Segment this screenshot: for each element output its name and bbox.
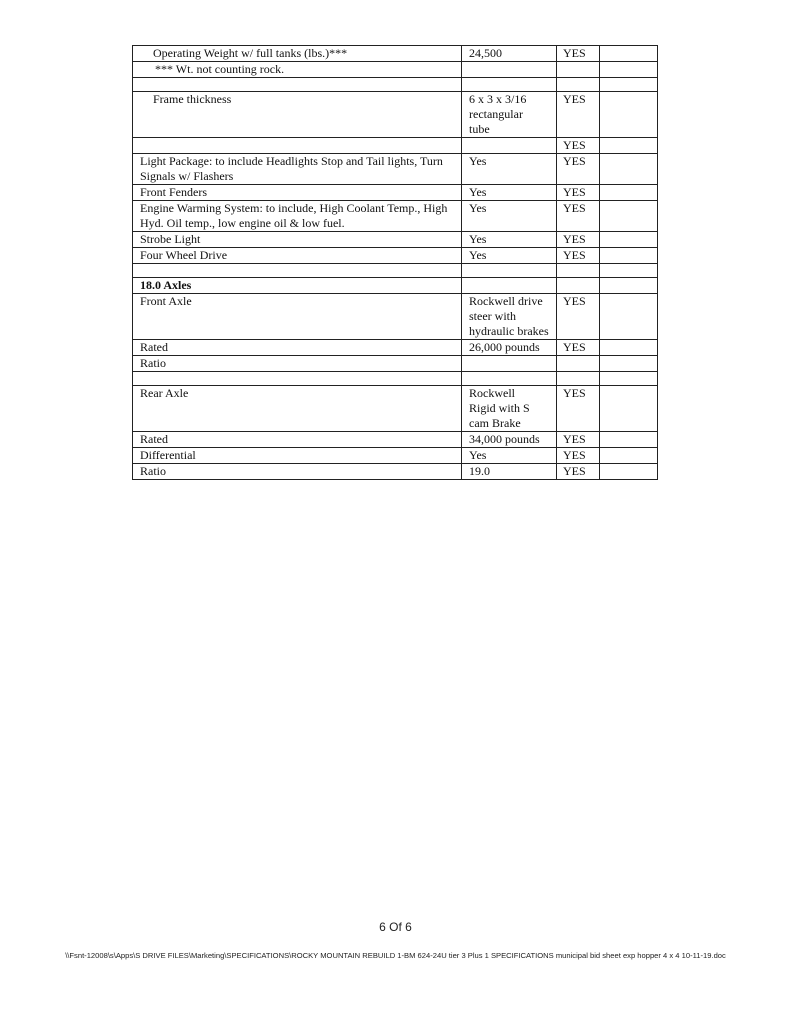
table-row xyxy=(133,356,658,372)
spec-value-cell: Yes xyxy=(462,248,557,264)
spec-value-cell xyxy=(462,356,557,372)
spec-compliance-cell: YES xyxy=(557,464,600,480)
spec-notes-cell xyxy=(600,78,658,92)
spec-value-cell: Yes xyxy=(462,185,557,201)
spec-description-cell: Rated xyxy=(133,340,462,356)
spec-notes-cell xyxy=(600,448,658,464)
spec-compliance-cell: YES xyxy=(557,248,600,264)
spec-description-cell xyxy=(133,138,462,154)
spec-notes-cell xyxy=(600,46,658,62)
spec-description-cell: *** Wt. not counting rock. xyxy=(133,62,462,78)
spec-notes-cell xyxy=(600,464,658,480)
page-number: 6 Of 6 xyxy=(379,920,412,934)
spec-value-cell: Yes xyxy=(462,154,557,185)
table-row xyxy=(133,62,658,78)
spec-description-cell xyxy=(133,78,462,92)
table-row xyxy=(133,92,658,138)
table-row xyxy=(133,340,658,356)
spec-notes-cell xyxy=(600,294,658,340)
spec-value-cell: Rockwell Rigid with S cam Brake xyxy=(462,386,557,432)
spec-description-cell xyxy=(133,264,462,278)
spec-notes-cell xyxy=(600,232,658,248)
spec-compliance-cell: YES xyxy=(557,46,600,62)
spec-compliance-cell: YES xyxy=(557,185,600,201)
specification-table xyxy=(132,45,658,480)
spec-value-cell: 24,500 xyxy=(462,46,557,62)
spec-compliance-cell xyxy=(557,78,600,92)
spec-description-cell: Engine Warming System: to include, High Coolant Temp., High Hyd. Oil temp., low engine oil & low fuel. xyxy=(133,201,462,232)
spec-value-cell: 19.0 xyxy=(462,464,557,480)
spec-notes-cell xyxy=(600,264,658,278)
spec-compliance-cell: YES xyxy=(557,232,600,248)
spec-value-cell xyxy=(462,62,557,78)
spec-description-cell: Rear Axle xyxy=(133,386,462,432)
spec-description-cell: Ratio xyxy=(133,356,462,372)
spec-value-cell: Yes xyxy=(462,448,557,464)
spec-compliance-cell xyxy=(557,264,600,278)
file-path: \\Fsnt-12008\s\Apps\S DRIVE FILES\Marketing\SPECIFICATIONS\ROCKY MOUNTAIN REBUILD 1-BM 624-24U tier 3 Plus 1 SPECIFICATIONS municipal bid sheet exp hopper 4 x 4 10-11-19.doc xyxy=(65,951,726,960)
table-row xyxy=(133,278,658,294)
table-row xyxy=(133,432,658,448)
spec-notes-cell xyxy=(600,154,658,185)
spec-compliance-cell: YES xyxy=(557,340,600,356)
spec-notes-cell xyxy=(600,62,658,78)
table-row xyxy=(133,372,658,386)
spec-value-cell: Yes xyxy=(462,201,557,232)
spec-compliance-cell xyxy=(557,278,600,294)
table-row xyxy=(133,78,658,92)
specification-table-body xyxy=(133,46,658,480)
spec-description-cell: Light Package: to include Headlights Stop and Tail lights, Turn Signals w/ Flashers xyxy=(133,154,462,185)
spec-description-cell: Operating Weight w/ full tanks (lbs.)*** xyxy=(133,46,462,62)
spec-value-cell xyxy=(462,138,557,154)
spec-notes-cell xyxy=(600,201,658,232)
table-row xyxy=(133,464,658,480)
spec-notes-cell xyxy=(600,356,658,372)
spec-description-cell: Four Wheel Drive xyxy=(133,248,462,264)
spec-description-cell: Frame thickness xyxy=(133,92,462,138)
spec-notes-cell xyxy=(600,278,658,294)
spec-value-cell: Yes xyxy=(462,232,557,248)
spec-notes-cell xyxy=(600,432,658,448)
spec-compliance-cell: YES xyxy=(557,386,600,432)
spec-notes-cell xyxy=(600,138,658,154)
spec-value-cell xyxy=(462,372,557,386)
spec-value-cell xyxy=(462,264,557,278)
table-row xyxy=(133,154,658,185)
spec-compliance-cell: YES xyxy=(557,201,600,232)
spec-value-cell xyxy=(462,78,557,92)
spec-compliance-cell: YES xyxy=(557,92,600,138)
spec-compliance-cell xyxy=(557,356,600,372)
spec-compliance-cell xyxy=(557,372,600,386)
spec-description-cell: Front Fenders xyxy=(133,185,462,201)
spec-compliance-cell: YES xyxy=(557,138,600,154)
table-row xyxy=(133,448,658,464)
spec-compliance-cell: YES xyxy=(557,154,600,185)
spec-compliance-cell xyxy=(557,62,600,78)
spec-value-cell: Rockwell drive steer with hydraulic brakes xyxy=(462,294,557,340)
spec-compliance-cell: YES xyxy=(557,448,600,464)
spec-value-cell xyxy=(462,278,557,294)
spec-compliance-cell: YES xyxy=(557,294,600,340)
table-row xyxy=(133,46,658,62)
spec-notes-cell xyxy=(600,92,658,138)
spec-notes-cell xyxy=(600,185,658,201)
spec-description-cell: Ratio xyxy=(133,464,462,480)
spec-notes-cell xyxy=(600,386,658,432)
spec-compliance-cell: YES xyxy=(557,432,600,448)
table-row xyxy=(133,232,658,248)
spec-value-cell: 6 x 3 x 3/16 rectangular tube xyxy=(462,92,557,138)
table-row xyxy=(133,264,658,278)
table-row xyxy=(133,386,658,432)
table-row xyxy=(133,294,658,340)
spec-value-cell: 34,000 pounds xyxy=(462,432,557,448)
spec-notes-cell xyxy=(600,372,658,386)
spec-description-cell: 18.0 Axles xyxy=(133,278,462,294)
spec-description-cell: Strobe Light xyxy=(133,232,462,248)
spec-description-cell xyxy=(133,372,462,386)
spec-notes-cell xyxy=(600,248,658,264)
spec-description-cell: Differential xyxy=(133,448,462,464)
spec-notes-cell xyxy=(600,340,658,356)
table-row xyxy=(133,185,658,201)
spec-description-cell: Front Axle xyxy=(133,294,462,340)
table-row xyxy=(133,248,658,264)
table-row xyxy=(133,138,658,154)
spec-value-cell: 26,000 pounds xyxy=(462,340,557,356)
table-row xyxy=(133,201,658,232)
spec-description-cell: Rated xyxy=(133,432,462,448)
